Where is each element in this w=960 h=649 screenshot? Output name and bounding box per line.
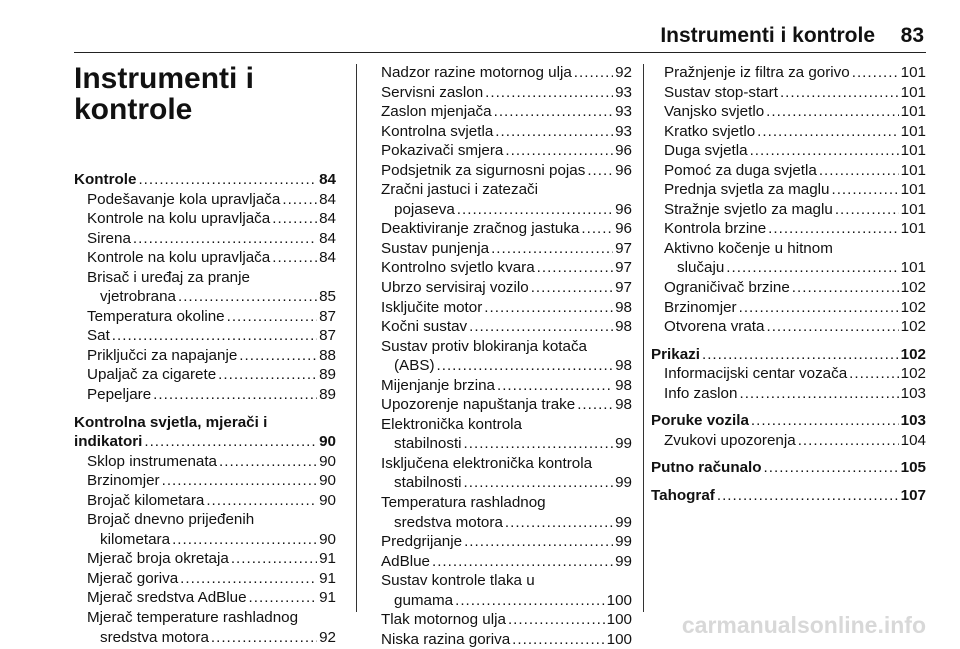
toc-section[interactable]	[74, 413, 336, 452]
toc-entry-title: slučaju	[677, 259, 725, 277]
toc-entry-title-line: Sustav protiv blokiranja kotača	[381, 337, 587, 355]
toc-page-number: 89	[319, 386, 336, 404]
toc-page-number: 101	[900, 181, 926, 199]
toc-column-2	[381, 63, 632, 649]
toc-entry[interactable]	[651, 239, 926, 278]
toc-entry-title: Mjerač goriva	[87, 569, 179, 587]
toc-page-number: 87	[319, 307, 336, 325]
toc-entry-title: Sustav stop-start	[664, 83, 778, 101]
dot-leader	[484, 298, 613, 318]
toc-entry-title: Otvorena vrata	[664, 318, 765, 336]
toc-entry-title: Sat	[87, 327, 110, 345]
dot-leader	[508, 610, 605, 630]
toc-entry-title: Brzinomjer	[664, 298, 737, 316]
toc-page-number: 99	[615, 435, 632, 453]
dot-leader	[505, 141, 613, 161]
dot-leader	[757, 122, 898, 142]
toc-section[interactable]	[381, 141, 632, 161]
toc-entry-title: Niska razina goriva	[381, 630, 511, 648]
toc-entry-title-line: Aktivno kočenje u hitnom	[664, 239, 833, 257]
dot-leader	[227, 307, 317, 327]
toc-entry-title: Tahograf	[651, 486, 715, 504]
dot-leader	[231, 549, 317, 569]
toc-section[interactable]	[381, 454, 632, 493]
toc-section[interactable]	[651, 345, 926, 365]
toc-column-3	[651, 63, 926, 505]
toc-entry-title: kilometara	[100, 530, 171, 548]
dot-leader	[249, 588, 318, 608]
dot-leader	[464, 532, 613, 552]
toc-page-number: 92	[319, 628, 336, 646]
dot-leader	[218, 365, 317, 385]
toc-page-number: 97	[615, 279, 632, 297]
toc-entry-title: Duga svjetla	[664, 142, 748, 160]
toc-entry[interactable]	[74, 229, 336, 249]
toc-page-number: 89	[319, 366, 336, 384]
toc-entry[interactable]	[74, 385, 336, 405]
dot-leader	[211, 628, 317, 648]
toc-page-number: 97	[615, 259, 632, 277]
dot-leader	[432, 552, 613, 572]
toc-entry-title: AdBlue	[381, 552, 430, 570]
toc-page-number: 101	[900, 259, 926, 277]
dot-leader	[282, 190, 317, 210]
dot-leader	[798, 431, 899, 451]
toc-page-number: 98	[615, 396, 632, 414]
toc-page-number: 104	[900, 431, 926, 449]
toc-entry-title: Ograničivač brzine	[664, 279, 790, 297]
toc-entry[interactable]	[651, 200, 926, 220]
toc-entry-title-line: Elektronička kontrola	[381, 415, 522, 433]
dot-leader	[437, 356, 614, 376]
dot-leader	[206, 491, 317, 511]
toc-section[interactable]	[381, 180, 632, 219]
toc-entry-title: Upaljač za cigarete	[87, 366, 217, 384]
dot-leader	[464, 473, 614, 493]
toc-entry-title: vjetrobrana	[100, 288, 176, 306]
dot-leader	[835, 200, 899, 220]
toc-page-number: 92	[615, 64, 632, 81]
toc-entry-title: stabilnosti	[394, 474, 462, 492]
toc-entry-title: Putno računalo	[651, 459, 762, 477]
toc-entry-title: Isključite motor	[381, 298, 483, 316]
toc-page-number: 84	[319, 249, 336, 267]
toc-page-number: 98	[615, 376, 632, 394]
dot-leader	[792, 278, 899, 298]
toc-entry-title: Info zaslon	[664, 384, 738, 402]
toc-page-number: 90	[319, 452, 336, 470]
toc-page-number: 84	[319, 171, 336, 188]
toc-entry-title: sredstva motora	[394, 513, 503, 531]
dot-leader	[457, 200, 613, 220]
toc-section[interactable]	[651, 458, 926, 478]
dot-leader	[494, 102, 614, 122]
toc-page-number: 101	[900, 142, 926, 160]
dot-leader	[219, 452, 317, 472]
toc-page-number: 100	[606, 591, 632, 609]
toc-entry[interactable]	[74, 452, 336, 472]
toc-entry-title: Sklop instrumenata	[87, 452, 218, 470]
toc-entry-title: Kontrola brzine	[664, 220, 767, 238]
toc-entry[interactable]	[74, 326, 336, 346]
dot-leader	[485, 83, 613, 103]
toc-entry[interactable]	[651, 364, 926, 384]
toc-entry-title: Brojač kilometara	[87, 491, 205, 509]
toc-page-number: 96	[615, 200, 632, 218]
toc-entry-title: stabilnosti	[394, 435, 462, 453]
dot-leader	[469, 317, 613, 337]
toc-section[interactable]	[381, 317, 632, 337]
toc-entry[interactable]	[74, 209, 336, 229]
toc-entry[interactable]	[74, 307, 336, 327]
toc-page-number: 93	[615, 122, 632, 140]
toc-section[interactable]	[381, 63, 632, 83]
dot-leader	[455, 591, 605, 611]
toc-entry-title: gumama	[394, 591, 454, 609]
toc-page-number: 101	[900, 161, 926, 179]
dot-leader	[112, 326, 317, 346]
toc-page-number: 107	[900, 486, 926, 504]
toc-page-number: 100	[606, 630, 632, 648]
dot-leader	[495, 122, 613, 142]
toc-page-number: 100	[606, 611, 632, 629]
toc-page-number: 102	[900, 279, 926, 297]
toc-page-number: 102	[900, 365, 926, 383]
toc-section[interactable]	[381, 239, 632, 259]
toc-section[interactable]	[381, 376, 632, 396]
toc-page-number: 102	[900, 298, 926, 316]
column-divider-2	[643, 64, 644, 612]
toc-page-number: 87	[319, 327, 336, 345]
toc-entry-title: sredstva motora	[100, 628, 209, 646]
toc-page-number: 84	[319, 229, 336, 247]
toc-page-number: 103	[900, 412, 926, 430]
toc-entry[interactable]	[651, 298, 926, 318]
toc-entry-title: Kontrolna svjetla	[381, 122, 494, 140]
toc-entry-title: Pepeljare	[87, 386, 152, 404]
toc-entry-title-line: Brojač dnevno prijeđenih	[87, 511, 255, 529]
toc-entry-title: Servisni zaslon	[381, 83, 484, 101]
toc-entry-title: Podsjetnik za sigurnosni pojas	[381, 161, 586, 179]
toc-section[interactable]	[381, 395, 632, 415]
toc-page-number: 84	[319, 210, 336, 228]
dot-leader	[491, 239, 613, 259]
toc-page-number: 85	[319, 288, 336, 306]
toc-page-number: 99	[615, 474, 632, 492]
toc-entry-title: Podešavanje kola upravljača	[87, 190, 281, 208]
toc-section[interactable]	[381, 415, 632, 454]
toc-entry-title: Pražnjenje iz filtra za gorivo	[664, 64, 850, 81]
toc-entry-title: Kontrole na kolu upravljača	[87, 210, 271, 228]
toc-entry[interactable]	[651, 317, 926, 337]
toc-entry[interactable]	[74, 365, 336, 385]
dot-leader	[751, 411, 899, 431]
dot-leader	[780, 83, 899, 103]
toc-entry-title: Zvukovi upozorenja	[664, 431, 796, 449]
toc-entry[interactable]	[651, 278, 926, 298]
toc-entry[interactable]	[651, 431, 926, 451]
running-header-title: Instrumenti i kontrole	[660, 24, 875, 47]
toc-page-number: 101	[900, 103, 926, 121]
toc-section[interactable]	[381, 161, 632, 181]
toc-page-number: 93	[615, 83, 632, 101]
toc-section[interactable]	[381, 278, 632, 298]
toc-page-number: 96	[615, 161, 632, 179]
toc-entry-title-line: Isključena elektronička kontrola	[381, 454, 593, 472]
dot-leader	[739, 298, 899, 318]
toc-section[interactable]	[74, 170, 336, 190]
dot-leader	[766, 317, 898, 337]
toc-section[interactable]	[381, 102, 632, 122]
toc-entry[interactable]	[651, 141, 926, 161]
dot-leader	[581, 219, 613, 239]
toc-entry[interactable]	[74, 346, 336, 366]
toc-page-number: 99	[615, 552, 632, 570]
toc-page-number: 99	[615, 533, 632, 551]
toc-page-number: 101	[900, 64, 926, 81]
dot-leader	[577, 395, 613, 415]
chapter-title: Instrumenti i kontrole	[74, 62, 255, 126]
toc-entry-title: Sustav punjenja	[381, 239, 490, 257]
toc-page-number: 90	[319, 530, 336, 548]
toc-entry-title: Upozorenje napuštanja trake	[381, 396, 576, 414]
toc-entry-title-line: Mjerač temperature rashladnog	[87, 609, 299, 627]
dot-leader	[178, 287, 317, 307]
toc-entry-title: Pokazivači smjera	[381, 142, 504, 160]
toc-entry[interactable]	[74, 491, 336, 511]
watermark: carmanualsonline.info	[681, 612, 926, 638]
toc-section[interactable]	[651, 486, 926, 506]
toc-entry[interactable]	[651, 219, 926, 239]
toc-entry[interactable]	[74, 471, 336, 491]
toc-entry-title-line: Kontrolna svjetla, mjerači i	[74, 413, 268, 431]
dot-leader	[717, 486, 899, 506]
toc-page-number: 96	[615, 220, 632, 238]
toc-page-number: 97	[615, 239, 632, 257]
toc-entry-title: Kontrolno svjetlo kvara	[381, 259, 535, 277]
toc-entry-title: Tlak motornog ulja	[381, 611, 506, 629]
toc-entry-title: Mjerač broja okretaja	[87, 550, 229, 568]
toc-section[interactable]	[381, 493, 632, 532]
dot-leader	[819, 161, 899, 181]
toc-section[interactable]	[381, 532, 632, 552]
toc-entry-title: Kontrole	[74, 171, 137, 188]
toc-section[interactable]	[381, 122, 632, 142]
toc-page-number: 103	[900, 384, 926, 402]
toc-entry-title: Brzinomjer	[87, 472, 160, 490]
toc-page-number: 99	[615, 513, 632, 531]
toc-entry[interactable]	[74, 268, 336, 307]
toc-entry[interactable]	[651, 102, 926, 122]
dot-leader	[505, 513, 613, 533]
toc-entry-title: (ABS)	[394, 357, 435, 375]
toc-entry-title: Prednja svjetla za maglu	[664, 181, 830, 199]
dot-leader	[831, 180, 898, 200]
toc-page-number: 84	[319, 190, 336, 208]
toc-entry-title: Kratko svjetlo	[664, 122, 756, 140]
dot-leader	[739, 384, 898, 404]
dot-leader	[768, 219, 899, 239]
toc-entry-title: Kontrole na kolu upravljača	[87, 249, 271, 267]
toc-entry[interactable]	[74, 248, 336, 268]
toc-entry-title-line: Sustav kontrole tlaka u	[381, 572, 535, 590]
dot-leader	[531, 278, 613, 298]
toc-section[interactable]	[381, 83, 632, 103]
toc-entry[interactable]	[74, 190, 336, 210]
dot-leader	[702, 345, 899, 365]
toc-entry-title: indikatori	[74, 433, 143, 451]
toc-page-number: 91	[319, 569, 336, 587]
toc-page-number: 91	[319, 589, 336, 607]
toc-page-number: 98	[615, 318, 632, 336]
dot-leader	[153, 385, 317, 405]
toc-section[interactable]	[381, 219, 632, 239]
toc-page-number: 102	[900, 318, 926, 336]
toc-entry-title: pojaseva	[394, 200, 455, 218]
toc-entry-title: Mijenjanje brzina	[381, 376, 495, 394]
dot-leader	[764, 458, 899, 478]
toc-section[interactable]	[651, 411, 926, 431]
toc-page-number: 90	[319, 491, 336, 509]
dot-leader	[512, 630, 605, 649]
toc-page-number: 101	[900, 122, 926, 140]
toc-entry-title: Deaktiviranje zračnog jastuka	[381, 220, 580, 238]
toc-page-number: 88	[319, 346, 336, 364]
dot-leader	[849, 364, 898, 384]
toc-section[interactable]	[381, 552, 632, 572]
dot-leader	[852, 63, 899, 83]
toc-entry[interactable]	[74, 608, 336, 647]
toc-entry-title-line: Brisač i uređaj za pranje	[87, 268, 250, 286]
toc-page-number: 96	[615, 142, 632, 160]
toc-page-number: 90	[319, 433, 336, 451]
page-number: 83	[900, 24, 924, 47]
dot-leader	[464, 434, 614, 454]
dot-leader	[272, 209, 317, 229]
toc-entry-title: Ubrzo servisiraj vozilo	[381, 279, 529, 297]
dot-leader	[239, 346, 317, 366]
toc-entry-title: Priključci za napajanje	[87, 346, 238, 364]
toc-entry-title: Poruke vozila	[651, 412, 749, 430]
toc-entry-title: Predgrijanje	[381, 533, 463, 551]
toc-entry[interactable]	[74, 510, 336, 549]
toc-section[interactable]	[381, 298, 632, 318]
dot-leader	[537, 258, 613, 278]
toc-entry[interactable]	[651, 384, 926, 404]
toc-entry[interactable]	[651, 180, 926, 200]
toc-page-number: 105	[900, 459, 926, 477]
toc-entry[interactable]	[74, 569, 336, 589]
toc-column-1	[74, 170, 336, 647]
toc-entry-title: Zaslon mjenjača	[381, 103, 492, 121]
toc-entry-title: Stražnje svjetlo za maglu	[664, 200, 833, 218]
toc-entry-title: Prikazi	[651, 345, 700, 363]
toc-entry-title-line: Temperatura rashladnog	[381, 494, 546, 512]
toc-section[interactable]	[381, 258, 632, 278]
toc-entry-title: Pomoć za duga svjetla	[664, 161, 817, 179]
dot-leader	[272, 248, 317, 268]
dot-leader	[497, 376, 613, 396]
toc-section[interactable]	[381, 610, 632, 630]
toc-page-number: 98	[615, 357, 632, 375]
toc-entry[interactable]	[74, 549, 336, 569]
dot-leader	[138, 170, 317, 190]
toc-entry-title: Informacijski centar vozača	[664, 365, 848, 383]
toc-entry-title: Kočni sustav	[381, 318, 468, 336]
toc-entry-title: Vanjsko svjetlo	[664, 103, 765, 121]
dot-leader	[162, 471, 318, 491]
toc-entry-title: Sirena	[87, 229, 131, 247]
toc-page-number: 101	[900, 83, 926, 101]
toc-entry-title: Temperatura okoline	[87, 307, 225, 325]
column-divider-1	[356, 64, 357, 612]
toc-page-number: 98	[615, 298, 632, 316]
toc-page-number: 91	[319, 550, 336, 568]
toc-entry[interactable]	[651, 63, 926, 83]
toc-page-number: 101	[900, 200, 926, 218]
toc-entry-title: Mjerač sredstva AdBlue	[87, 589, 247, 607]
dot-leader	[133, 229, 317, 249]
toc-entry-title: Nadzor razine motornog ulja	[381, 64, 572, 81]
toc-entry-title-line: Zračni jastuci i zatezači	[381, 181, 538, 199]
toc-section[interactable]	[381, 571, 632, 610]
header-rule	[74, 52, 926, 53]
toc-entry[interactable]	[74, 588, 336, 608]
dot-leader	[726, 258, 898, 278]
dot-leader	[144, 432, 317, 452]
toc-entry[interactable]	[651, 83, 926, 103]
toc-page-number: 93	[615, 103, 632, 121]
dot-leader	[587, 161, 613, 181]
toc-page-number: 102	[900, 345, 926, 363]
toc-page-number: 90	[319, 472, 336, 490]
dot-leader	[750, 141, 899, 161]
toc-section[interactable]	[381, 337, 632, 376]
toc-page-number: 101	[900, 220, 926, 238]
dot-leader	[574, 63, 613, 83]
dot-leader	[180, 569, 317, 589]
dot-leader	[172, 530, 317, 550]
toc-section[interactable]	[381, 630, 632, 649]
toc-entry[interactable]	[651, 122, 926, 142]
toc-entry[interactable]	[651, 161, 926, 181]
dot-leader	[766, 102, 898, 122]
